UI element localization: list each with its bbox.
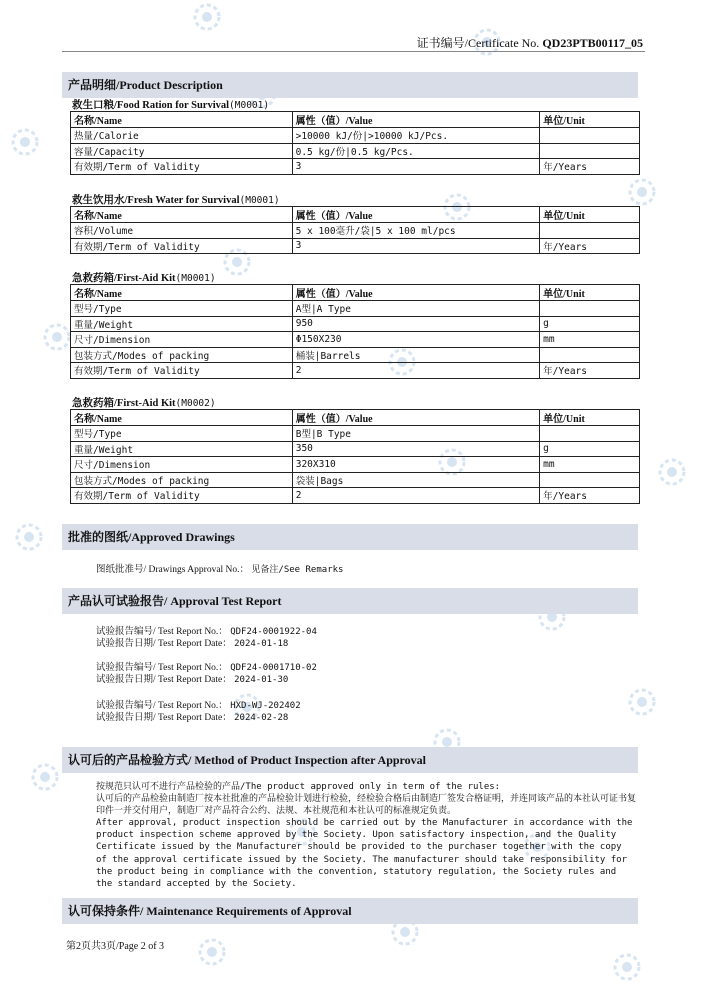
table-cell: 有效期/Term of Validity [71,159,293,175]
table-row [71,223,640,239]
column-header: 名称/Name [71,285,293,301]
table-row [71,426,640,442]
column-header: 属性（值）/Value [292,207,540,223]
item-name: 急救药箱/First-Aid Kit [72,273,176,284]
table-cell [540,301,640,317]
test-report-date-value: 2024-01-18 [234,639,289,649]
section-product-description [62,72,638,98]
table-cell: 袋装|Bags [292,472,539,488]
table-cell: g [540,316,640,332]
table-cell: mm [540,332,640,348]
table-cell: 3 [292,238,540,254]
table-row [71,159,640,175]
test-report-no-label: 试验报告编号/ Test Report No.： [96,663,228,673]
table-row [71,457,640,473]
table-cell: B型|B Type [292,426,539,442]
table-row [71,128,640,144]
item-code: (M0002) [175,398,216,409]
table-cell: 2 [292,363,539,379]
table-cell [540,472,640,488]
item-title [72,192,280,207]
table-row [71,441,640,457]
table-cell: 年/Years [540,238,640,254]
watermark-logo-icon [12,520,46,554]
table-row [71,363,640,379]
table-cell: 型号/Type [71,426,293,442]
table-cell: 尺寸/Dimension [71,332,293,348]
table-cell: 年/Years [540,488,640,504]
item-code: (M0001) [175,273,216,284]
column-header: 单位/Unit [540,112,640,128]
item-name: 救生饮用水/Fresh Water for Survival [72,195,240,206]
spec-table [70,111,640,175]
table-cell: 有效期/Term of Validity [71,238,293,254]
watermark-logo-icon [625,685,659,719]
table-cell: 年/Years [540,159,640,175]
test-report-no-label: 试验报告编号/ Test Report No.： [96,701,228,711]
column-header: 名称/Name [71,112,293,128]
section-title: 批准的图纸/Approved Drawings [68,530,235,544]
certificate-label: 证书编号/Certificate No. [416,36,540,50]
section-title: 认可后的产品检验方式/ Method of Product Inspection after Approval [68,753,427,767]
table-row [71,472,640,488]
item-name: 急救药箱/First-Aid Kit [72,398,176,409]
test-report-date-line [96,635,288,649]
table-row [71,143,640,159]
table-header-row [71,207,640,223]
table-cell: 桶装|Barrels [292,347,539,363]
table-cell [540,143,640,159]
table-row [71,488,640,504]
drawings-approval-value: 见备注/See Remarks [251,565,344,575]
test-report-date-label: 试验报告日期/ Test Report Date： [96,675,232,685]
table-row [71,332,640,348]
table-cell [540,426,640,442]
drawings-approval-label: 图纸批准号/ Drawings Approval No.： [96,565,250,575]
drawings-approval-line [96,561,343,575]
table-cell: 容积/Volume [71,223,293,239]
table-cell: Φ150X230 [292,332,539,348]
table-header-row [71,285,640,301]
section-approved-drawings [62,524,638,550]
column-header: 属性（值）/Value [292,410,539,426]
table-cell: 有效期/Term of Validity [71,363,293,379]
table-cell [540,128,640,144]
item-title [72,270,216,285]
watermark-logo-icon [190,0,224,34]
table-cell [540,347,640,363]
section-title: 产品明细/Product Description [68,78,223,92]
test-report-no-value: QDF24-0001710-02 [230,663,317,673]
table-cell: 320X310 [292,457,539,473]
table-cell: 热量/Calorie [71,128,293,144]
table-cell: 2 [292,488,539,504]
section-approval-test-report [62,588,638,614]
section-maintenance-requirements [62,898,638,924]
table-cell: 型号/Type [71,301,293,317]
column-header: 单位/Unit [540,285,640,301]
table-row [71,316,640,332]
table-row [71,301,640,317]
test-report-date-label: 试验报告日期/ Test Report Date： [96,639,232,649]
test-report-date-line [96,671,288,685]
watermark-logo-icon [610,950,644,984]
table-header-row [71,112,640,128]
watermark-logo-icon [8,125,42,159]
table-header-row [71,410,640,426]
test-report-no-value: HXD-WJ-202402 [230,701,301,711]
section-title: 认可保持条件/ Maintenance Requirements of Approval [68,904,352,918]
section-title: 产品认可试验报告/ Approval Test Report [68,594,282,608]
watermark-logo-icon [625,175,659,209]
table-cell: 3 [292,159,540,175]
inspection-text: 按规范只认可不进行产品检验的产品/The product approved only in term of the rules: 认可后的产品检验由制造厂按本社批准的产品检验计划进行检验，经检验合格后由制造厂签发合格证明，并连同该产品的本社认可证书复印件一并交付用户，制造厂对产品符合公约、法规、本社规范和本社认可的标准规定负责。 After approval, product inspection should be carried out by the Manufacturer in accordance with the product inspection scheme approved by the Society. Upon satisfactory inspection, and the Quality Certificate issued by the Manufacturer should be provided to the purchaser together with the copy of the approval certificate issued by the Society. The manufacturer should take responsibility for the product being in compliance with the convention, statutory regulation, the Society rules and the standard accepted by the Society. [96,782,637,889]
table-cell: 950 [292,316,539,332]
test-report-no-label: 试验报告编号/ Test Report No.： [96,627,228,637]
table-cell: 重量/Weight [71,316,293,332]
item-title [72,395,216,410]
spec-table [70,409,640,504]
item-code: (M0001) [239,195,280,206]
table-cell: 有效期/Term of Validity [71,488,293,504]
watermark-logo-icon [40,320,74,354]
column-header: 名称/Name [71,410,293,426]
certificate-number [417,34,643,51]
item-name: 救生口粮/Food Ration for Survival [72,100,230,111]
table-cell [540,223,640,239]
watermark-logo-icon [655,455,689,489]
table-cell: g [540,441,640,457]
item-code: (M0001) [229,100,270,111]
table-cell: 包装方式/Modes of packing [71,472,293,488]
item-title [72,97,269,112]
watermark-logo-icon [28,760,62,794]
test-report-date-label: 试验报告日期/ Test Report Date： [96,713,232,723]
section-inspection-method [62,747,638,773]
table-cell: 重量/Weight [71,441,293,457]
table-cell: 0.5 kg/份|0.5 kg/Pcs. [292,143,540,159]
header-divider [62,51,645,52]
column-header: 单位/Unit [540,207,640,223]
table-cell: 5 x 100毫升/袋|5 x 100 ml/pcs [292,223,540,239]
certificate-value: QD23PTB00117_05 [542,36,643,50]
table-cell: 容量/Capacity [71,143,293,159]
page-number: 第2页共3页/Page 2 of 3 [66,941,165,952]
test-report-date-line [96,709,288,723]
watermark-logo-icon [195,935,229,969]
test-report-no-value: QDF24-0001922-04 [230,627,317,637]
test-report-date-value: 2024-01-30 [234,675,289,685]
column-header: 属性（值）/Value [292,285,539,301]
table-cell: A型|A Type [292,301,539,317]
table-cell: 包装方式/Modes of packing [71,347,293,363]
column-header: 属性（值）/Value [292,112,540,128]
table-cell: mm [540,457,640,473]
table-cell: 年/Years [540,363,640,379]
test-report-date-value: 2024-02-28 [234,713,289,723]
spec-table [70,206,640,254]
table-row [71,347,640,363]
table-row [71,238,640,254]
table-cell: 350 [292,441,539,457]
spec-table [70,284,640,379]
table-cell: >10000 kJ/份|>10000 kJ/Pcs. [292,128,540,144]
column-header: 名称/Name [71,207,293,223]
column-header: 单位/Unit [540,410,640,426]
table-cell: 尺寸/Dimension [71,457,293,473]
